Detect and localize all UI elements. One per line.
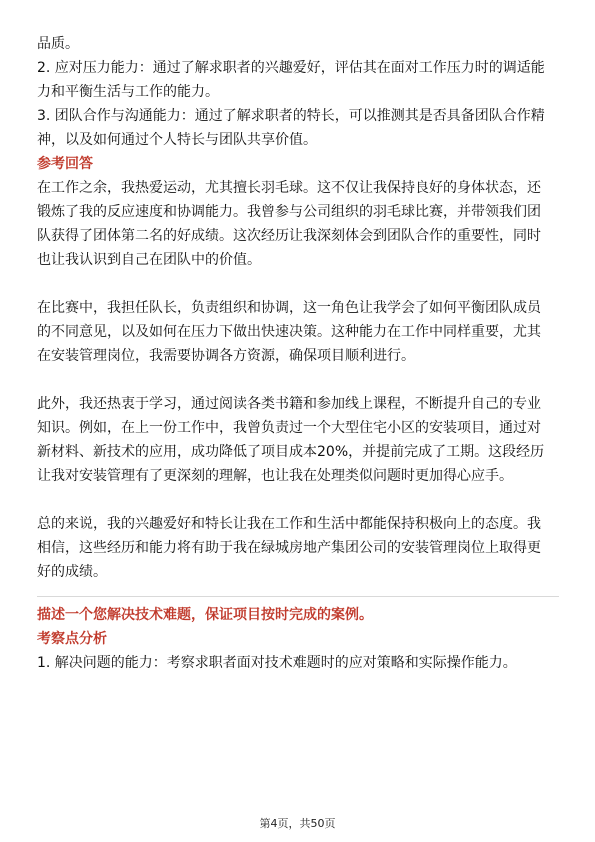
answer-line: 让我对安装管理有了更深刻的理解，也让我在处理类似问题时更加得心应手。 bbox=[37, 468, 513, 484]
intro-line: 2. 应对压力能力：通过了解求职者的兴趣爱好，评估其在面对工作压力时的调适能 bbox=[37, 60, 545, 76]
answer-paragraph bbox=[37, 392, 559, 488]
analysis-heading: 考察点分析 bbox=[37, 631, 107, 647]
intro-section bbox=[37, 32, 559, 152]
paragraph-gap bbox=[37, 368, 559, 392]
answer-paragraph bbox=[37, 176, 559, 272]
answer-heading: 参考回答 bbox=[37, 156, 93, 172]
paragraph-gap bbox=[37, 272, 559, 296]
paragraph-gap bbox=[37, 488, 559, 512]
answer-line: 在安装管理岗位，我需要协调各方资源，确保项目顺利进行。 bbox=[37, 348, 415, 364]
answer-line: 知识。例如，在上一份工作中，我曾负责过一个大型住宅小区的安装项目，通过对 bbox=[37, 420, 541, 436]
intro-line: 力和平衡生活与工作的能力。 bbox=[37, 84, 219, 100]
analysis-line: 1. 解决问题的能力：考察求职者面对技术难题时的应对策略和实际操作能力。 bbox=[37, 655, 517, 671]
answer-line: 新材料、新技术的应用，成功降低了项目成本20%，并提前完成了工期。这段经历 bbox=[37, 444, 545, 460]
answer-line: 锻炼了我的反应速度和协调能力。我曾参与公司组织的羽毛球比赛，并带领我们团 bbox=[37, 204, 541, 220]
answer-line: 队获得了团体第二名的好成绩。这次经历让我深刻体会到团队合作的重要性，同时 bbox=[37, 228, 541, 244]
answer-line: 在比赛中，我担任队长，负责组织和协调，这一角色让我学会了如何平衡团队成员 bbox=[37, 300, 541, 316]
document-body bbox=[37, 32, 559, 675]
answer-line: 的不同意见，以及如何在压力下做出快速决策。这种能力在工作中同样重要，尤其 bbox=[37, 324, 541, 340]
page-footer: 第4页，共50页 bbox=[259, 817, 336, 830]
intro-line: 神，以及如何通过个人特长与团队共享价值。 bbox=[37, 132, 317, 148]
answer-line: 相信，这些经历和能力将有助于我在绿城房地产集团公司的安装管理岗位上取得更 bbox=[37, 540, 541, 556]
answer-line: 此外，我还热衷于学习，通过阅读各类书籍和参加线上课程，不断提升自己的专业 bbox=[37, 396, 541, 412]
section-divider bbox=[37, 596, 559, 597]
answer-paragraph bbox=[37, 296, 559, 368]
question-title: 描述一个您解决技术难题，保证项目按时完成的案例。 bbox=[37, 607, 373, 623]
intro-line: 3. 团队合作与沟通能力：通过了解求职者的特长，可以推测其是否具备团队合作精 bbox=[37, 108, 545, 124]
answer-line: 总的来说，我的兴趣爱好和特长让我在工作和生活中都能保持积极向上的态度。我 bbox=[37, 516, 541, 532]
answer-line: 也让我认识到自己在团队中的价值。 bbox=[37, 252, 261, 268]
answer-paragraph bbox=[37, 512, 559, 584]
answer-line: 好的成绩。 bbox=[37, 564, 107, 580]
intro-line: 品质。 bbox=[37, 36, 79, 52]
answer-line: 在工作之余，我热爱运动，尤其擅长羽毛球。这不仅让我保持良好的身体状态，还 bbox=[37, 180, 541, 196]
